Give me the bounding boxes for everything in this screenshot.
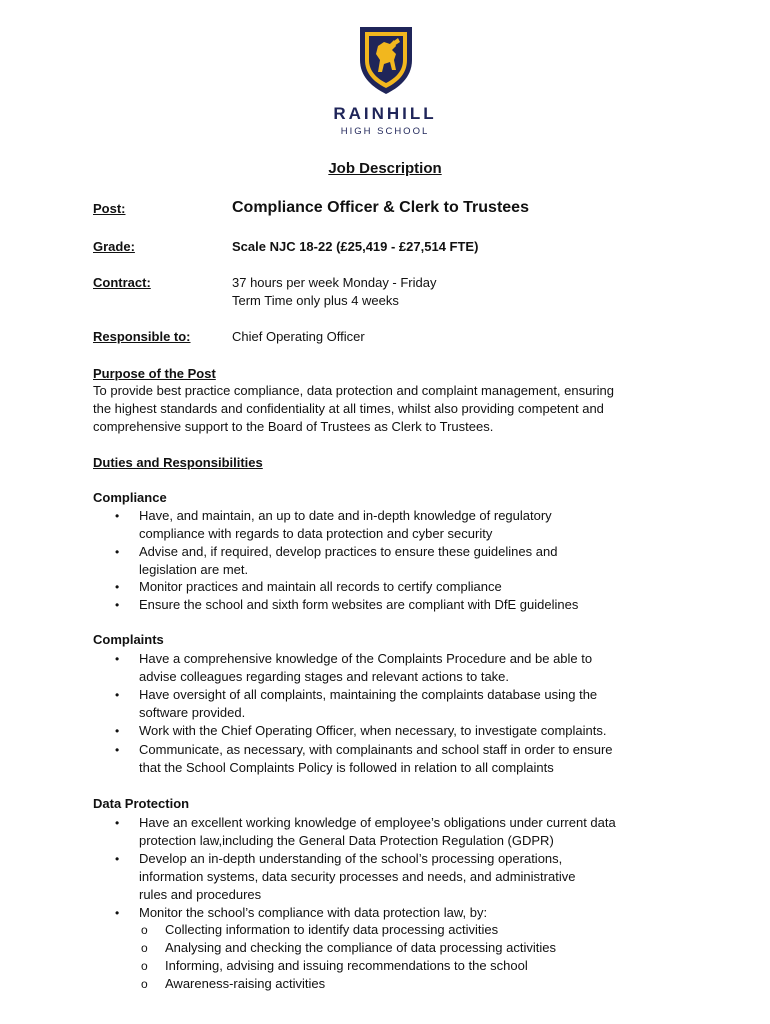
contract-label: Contract: xyxy=(93,275,151,290)
post-label: Post: xyxy=(93,201,126,216)
complaints-heading: Complaints xyxy=(93,632,164,647)
list-item: Develop an in-depth understanding of the school’s processing operations, xyxy=(139,851,563,866)
list-item: protection law,including the General Data Protection Regulation (GDPR) xyxy=(139,833,554,848)
list-item: Work with the Chief Operating Officer, when necessary, to investigate complaints. xyxy=(139,723,607,738)
list-item: Have a comprehensive knowledge of the Complaints Procedure and be able to xyxy=(139,651,593,666)
list-item: Have, and maintain, an up to date and in-depth knowledge of regulatory xyxy=(139,508,552,523)
list-item: Communicate, as necessary, with complainants and school staff in order to ensure xyxy=(139,742,613,757)
list-item: information systems, data security processes and needs, and administrative xyxy=(139,869,576,884)
page-title: Job Description xyxy=(328,160,442,177)
purpose-heading: Purpose of the Post xyxy=(93,366,216,381)
bullet-icon: • xyxy=(115,724,120,738)
bullet-icon: • xyxy=(115,598,120,612)
list-item: Advise and, if required, develop practices to ensure these guidelines and xyxy=(139,544,558,559)
sub-list-item: Informing, advising and issuing recommendations to the school xyxy=(165,958,528,973)
sub-bullet-icon: o xyxy=(141,923,148,937)
responsible-value: Chief Operating Officer xyxy=(232,329,365,344)
purpose-line: To provide best practice compliance, data protection and complaint management, ensuring xyxy=(93,383,615,398)
bullet-icon: • xyxy=(115,509,120,523)
bullet-icon: • xyxy=(115,852,120,866)
bullet-icon: • xyxy=(115,652,120,666)
list-item: software provided. xyxy=(139,705,246,720)
sub-list-item: Analysing and checking the compliance of data processing activities xyxy=(165,940,556,955)
list-item: Monitor practices and maintain all records to certify compliance xyxy=(139,579,502,594)
sub-list-item: Collecting information to identify data processing activities xyxy=(165,922,499,937)
bullet-icon: • xyxy=(115,688,120,702)
purpose-line: the highest standards and confidentiality at all times, whilst also providing competent and xyxy=(93,401,604,416)
grade-label: Grade: xyxy=(93,239,135,254)
compliance-heading: Compliance xyxy=(93,490,167,505)
bullet-icon: • xyxy=(115,816,120,830)
grade-value: Scale NJC 18-22 (£25,419 - £27,514 FTE) xyxy=(232,239,479,254)
data-protection-heading: Data Protection xyxy=(93,796,190,811)
bullet-icon: • xyxy=(115,545,120,559)
school-name: RAINHILL xyxy=(333,104,437,123)
bullet-icon: • xyxy=(115,743,120,757)
list-item: that the School Complaints Policy is followed in relation to all complaints xyxy=(139,760,554,775)
bullet-icon: • xyxy=(115,906,120,920)
list-item: rules and procedures xyxy=(139,887,262,902)
contract-line-1: 37 hours per week Monday - Friday xyxy=(232,275,437,290)
post-value: Compliance Officer & Clerk to Trustees xyxy=(232,199,529,216)
list-item: advise colleagues regarding stages and relevant actions to take. xyxy=(139,669,510,684)
sub-list-item: Awareness-raising activities xyxy=(165,976,326,991)
list-item: compliance with regards to data protection and cyber security xyxy=(139,526,493,541)
list-item: Have oversight of all complaints, maintaining the complaints database using the xyxy=(139,687,598,702)
list-item: Monitor the school’s compliance with data protection law, by: xyxy=(139,905,488,920)
duties-heading: Duties and Responsibilities xyxy=(93,455,263,470)
school-subtitle: HIGH SCHOOL xyxy=(340,126,430,137)
sub-bullet-icon: o xyxy=(141,977,148,991)
list-item: legislation are met. xyxy=(139,562,249,577)
contract-line-2: Term Time only plus 4 weeks xyxy=(232,293,399,308)
purpose-line: comprehensive support to the Board of Trustees as Clerk to Trustees. xyxy=(93,419,494,434)
list-item: Ensure the school and sixth form websites are compliant with DfE guidelines xyxy=(139,597,579,612)
bullet-icon: • xyxy=(115,580,120,594)
responsible-label: Responsible to: xyxy=(93,329,191,344)
sub-bullet-icon: o xyxy=(141,941,148,955)
lion-crest-icon xyxy=(356,24,416,96)
sub-bullet-icon: o xyxy=(141,959,148,973)
list-item: Have an excellent working knowledge of employee’s obligations under current data xyxy=(139,815,616,830)
